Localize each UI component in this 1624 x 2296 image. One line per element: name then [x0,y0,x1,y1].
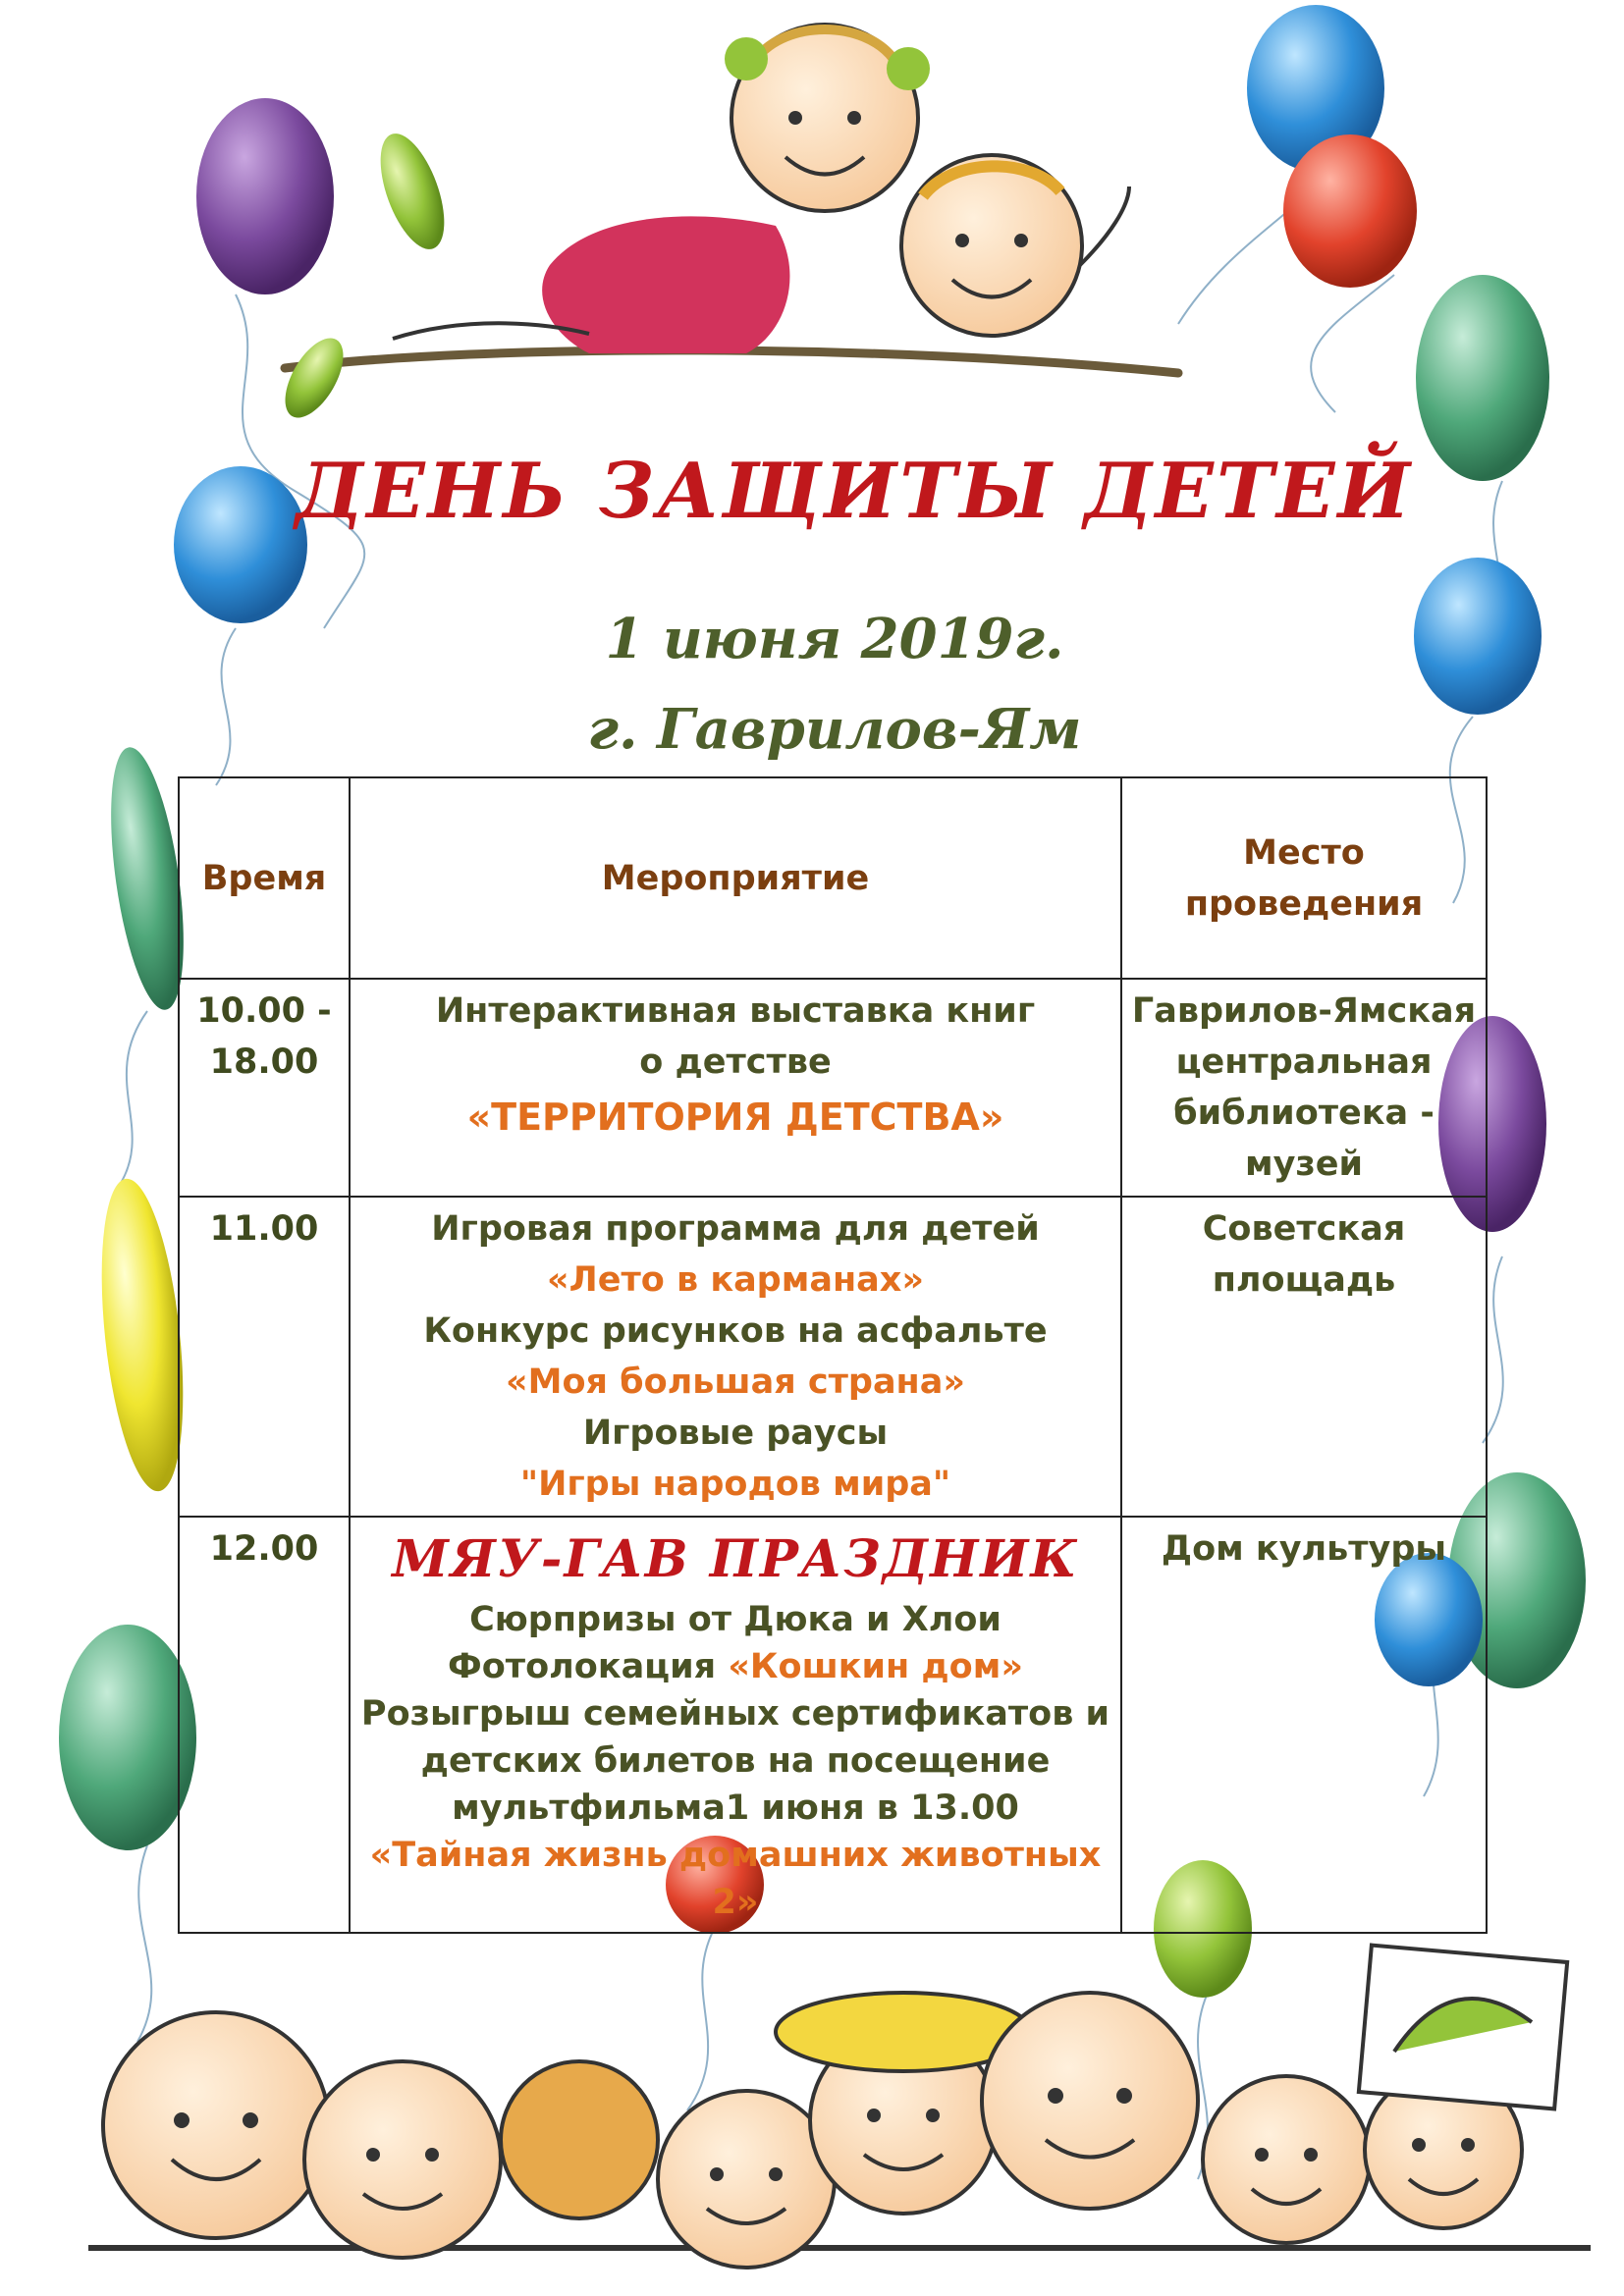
row1-event [350,979,1121,1197]
table-row [179,1197,1487,1517]
bottom-children-illustration [88,1946,1591,2268]
row2-place [1121,1197,1487,1517]
row1-place-line4: музей [1244,1145,1364,1184]
row1-place [1121,979,1487,1197]
row1-event-name: «ТЕРРИТОРИЯ ДЕТСТВА» [466,1095,1004,1139]
row1-time [179,979,350,1197]
header-time: Время [179,777,350,979]
row1-time-line2: 18.00 [209,1042,319,1082]
row3-event-line2-name: «Кошкин дом» [728,1647,1023,1686]
row2-event-line3: Игровые раусы [582,1414,889,1453]
header-place-line1: Место [1243,832,1365,873]
row1-place-line3: библиотека - [1173,1094,1435,1133]
program-table [178,776,1488,1934]
row3-event [350,1517,1121,1933]
row2-event-line1: Игровая программа для детей [431,1209,1040,1249]
row2-event-name3: "Игры народов мира" [519,1465,951,1504]
event-city: г. Гаврилов-Ям [587,697,1082,762]
row1-place-line1: Гаврилов-Ямская [1131,991,1477,1031]
row3-event-name: «Тайная жизнь домашних животных 2» [369,1836,1102,1922]
top-children-illustration [273,25,1178,427]
row3-event-line2 [358,1643,1112,1690]
row2-event-name1: «Лето в карманах» [547,1260,924,1300]
table-row [179,979,1487,1197]
header-event: Мероприятие [350,777,1121,979]
page-title: ДЕНЬ ЗАЩИТЫ ДЕТЕЙ [295,447,1414,536]
row2-event [350,1197,1121,1517]
header-place [1121,777,1487,979]
row3-event-title: МЯУ-ГАВ ПРАЗДНИК [392,1529,1079,1589]
row2-event-line2: Конкурс рисунков на асфальте [423,1311,1048,1351]
row3-time: 12.00 [179,1517,350,1933]
row3-event-line3: Розыгрыш семейных сертификатов и [360,1694,1110,1734]
row3-place: Дом культуры [1121,1517,1487,1933]
row2-place-line1: Советская [1202,1209,1406,1249]
row1-event-line2: о детстве [639,1042,832,1082]
row2-place-line2: площадь [1212,1260,1396,1300]
table-header-row [179,777,1487,979]
row2-event-name2: «Моя большая страна» [506,1362,965,1402]
row3-event-line4: детских билетов на посещение [420,1741,1051,1781]
row1-time-line1: 10.00 - [196,991,332,1031]
event-date: 1 июня 2019г. [605,607,1064,671]
row3-event-line5: мультфильма1 июня в 13.00 [452,1789,1019,1828]
table-row [179,1517,1487,1933]
row3-event-line1: Сюрпризы от Дюка и Хлои [469,1600,1001,1639]
row3-event-line2-prefix: Фотолокация [448,1647,729,1686]
row2-time: 11.00 [179,1197,350,1517]
header-place-line2: проведения [1184,883,1424,924]
row1-place-line2: центральная [1175,1042,1433,1082]
row1-event-line1: Интерактивная выставка книг [435,991,1036,1031]
